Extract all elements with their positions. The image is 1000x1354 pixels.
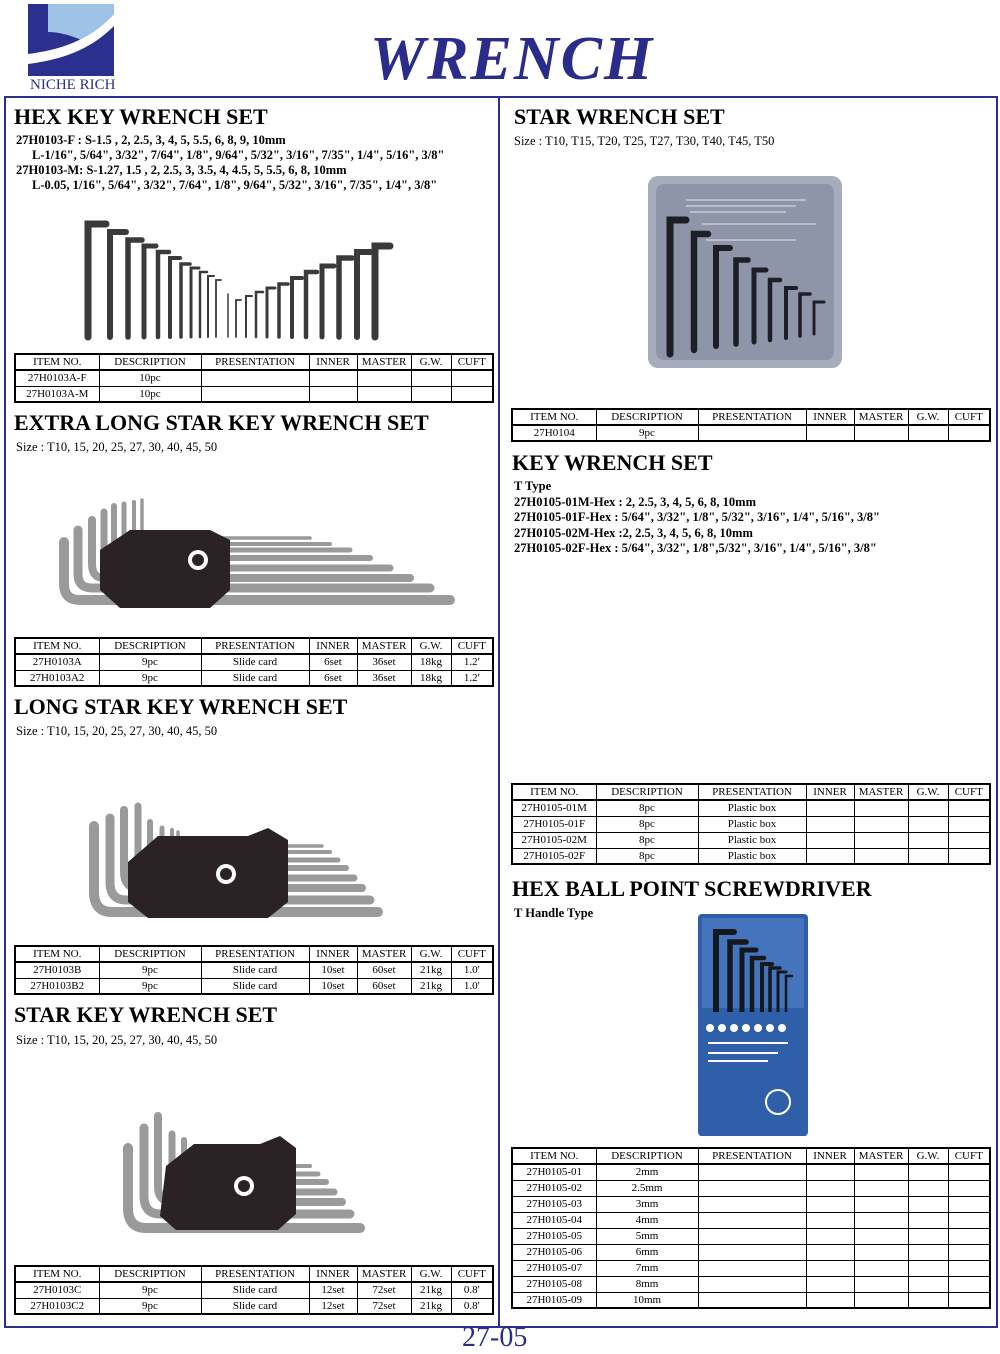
cell: [948, 1260, 990, 1276]
cell: 9pc: [596, 425, 698, 441]
cell: [451, 386, 493, 402]
table-row: [512, 1244, 990, 1260]
cell: 12set: [309, 1298, 357, 1314]
cell: 27H0105-08: [512, 1276, 596, 1292]
cell: 27H0105-03: [512, 1196, 596, 1212]
cell: 27H0103B: [15, 962, 99, 978]
cell: [698, 1164, 806, 1180]
cell: 6mm: [596, 1244, 698, 1260]
cell: [908, 848, 948, 864]
star-wrench-pouch-photo: [646, 174, 844, 370]
cell: 60set: [357, 962, 411, 978]
cell: 27H0103A: [15, 654, 99, 670]
table-row: [512, 1212, 990, 1228]
cell: [698, 1196, 806, 1212]
spec-table-hex-key: [14, 353, 494, 403]
cell: Slide card: [201, 1282, 309, 1298]
cell: 60set: [357, 978, 411, 994]
cell: [357, 370, 411, 386]
cell: 27H0105-07: [512, 1260, 596, 1276]
cell: [854, 848, 908, 864]
cell: [908, 1228, 948, 1244]
cell: [201, 370, 309, 386]
cell: 27H0105-01: [512, 1164, 596, 1180]
cell: 18kg: [411, 670, 451, 686]
cell: [948, 1196, 990, 1212]
header-master: MASTER: [357, 946, 411, 962]
header-presentation: PRESENTATION: [201, 1266, 309, 1282]
table-row: [15, 1298, 493, 1314]
cell: [908, 425, 948, 441]
cell: [806, 425, 854, 441]
table-row: [512, 816, 990, 832]
cell: [948, 1228, 990, 1244]
cell: [854, 1196, 908, 1212]
cell: [854, 816, 908, 832]
cell: [854, 1164, 908, 1180]
page-title: WRENCH: [370, 25, 655, 93]
cell: 0.8': [451, 1282, 493, 1298]
cell: [806, 832, 854, 848]
header-item-no: ITEM NO.: [15, 1266, 99, 1282]
cell: [854, 1180, 908, 1196]
cell: Plastic box: [698, 816, 806, 832]
header-inner: INNER: [309, 946, 357, 962]
subtitle-line: T Handle Type: [514, 906, 594, 920]
cell: [698, 1228, 806, 1244]
cell: [948, 1276, 990, 1292]
extra-long-star-set-photo: [40, 490, 460, 620]
cell: [948, 1164, 990, 1180]
cell: [806, 1292, 854, 1308]
cell: 1.2': [451, 670, 493, 686]
section-title-star-key: STAR KEY WRENCH SET: [14, 1002, 278, 1027]
cell: [908, 1164, 948, 1180]
spec-line: 27H0105-01F-Hex : 5/64", 3/32", 1/8", 5/32", 3/16", 1/4", 5/16", 3/8": [514, 510, 880, 524]
table-row: [15, 654, 493, 670]
header-cuft: CUFT: [451, 1266, 493, 1282]
cell: [309, 386, 357, 402]
cell: 27H0103C: [15, 1282, 99, 1298]
cell: [854, 1292, 908, 1308]
cell: [698, 1212, 806, 1228]
header-description: DESCRIPTION: [99, 354, 201, 370]
table-row: [512, 832, 990, 848]
header-cuft: CUFT: [948, 409, 990, 425]
header-description: DESCRIPTION: [99, 1266, 201, 1282]
cell: [806, 1276, 854, 1292]
section-title-hex-ball: HEX BALL POINT SCREWDRIVER: [512, 876, 872, 901]
header-master: MASTER: [357, 1266, 411, 1282]
spec-line: T Type: [514, 479, 552, 493]
table-row: [512, 1292, 990, 1308]
cell: 0.8': [451, 1298, 493, 1314]
cell: Slide card: [201, 962, 309, 978]
logo-text: NICHE RICH: [30, 77, 116, 93]
cell: 10pc: [99, 370, 201, 386]
spec-line: 27H0103-M: S-1.27, 1.5 , 2, 2.5, 3, 3.5, 4, 4.5, 5, 5.5, 6, 8, 10mm: [16, 163, 347, 177]
cell: [908, 1212, 948, 1228]
spec-table-extra-long: [14, 637, 494, 687]
header-master: MASTER: [854, 784, 908, 800]
cell: 9pc: [99, 654, 201, 670]
size-line: Size : T10, 15, 20, 25, 27, 30, 40, 45, 50: [16, 724, 218, 738]
cell: 8pc: [596, 816, 698, 832]
table-row: [15, 962, 493, 978]
cell: [806, 848, 854, 864]
header-cuft: CUFT: [451, 946, 493, 962]
header-inner: INNER: [309, 354, 357, 370]
cell: [908, 1196, 948, 1212]
cell: 27H0103A-F: [15, 370, 99, 386]
section-title-hex-key: HEX KEY WRENCH SET: [14, 104, 268, 129]
header-master: MASTER: [357, 354, 411, 370]
header-presentation: PRESENTATION: [201, 638, 309, 654]
cell: [698, 1276, 806, 1292]
cell: 27H0103B2: [15, 978, 99, 994]
table-row: [512, 1180, 990, 1196]
table-row: [15, 1282, 493, 1298]
header-item-no: ITEM NO.: [512, 1148, 596, 1164]
header-description: DESCRIPTION: [596, 1148, 698, 1164]
table-row: [512, 1196, 990, 1212]
header-master: MASTER: [854, 409, 908, 425]
cell: 27H0105-02: [512, 1180, 596, 1196]
size-line: Size : T10, T15, T20, T25, T27, T30, T40, T45, T50: [514, 134, 775, 148]
cell: [806, 816, 854, 832]
cell: Slide card: [201, 670, 309, 686]
header-gw: G.W.: [411, 354, 451, 370]
header-gw: G.W.: [908, 784, 948, 800]
table-row: [512, 1164, 990, 1180]
cell: 27H0105-04: [512, 1212, 596, 1228]
cell: 36set: [357, 670, 411, 686]
cell: 27H0105-09: [512, 1292, 596, 1308]
header-description: DESCRIPTION: [99, 638, 201, 654]
cell: 27H0105-01M: [512, 800, 596, 816]
cell: [806, 1228, 854, 1244]
table-row: [512, 425, 990, 441]
cell: [908, 1244, 948, 1260]
cell: [698, 1292, 806, 1308]
cell: 27H0105-02F: [512, 848, 596, 864]
cell: 27H0103A2: [15, 670, 99, 686]
spec-line: 27H0105-01M-Hex : 2, 2.5, 3, 4, 5, 6, 8, 10mm: [514, 495, 756, 509]
spec-line: 27H0105-02F-Hex : 5/64", 3/32", 1/8",5/32", 3/16", 1/4", 5/16", 3/8": [514, 541, 877, 555]
logo-mark-icon: [28, 4, 114, 76]
cell: 9pc: [99, 1282, 201, 1298]
cell: Plastic box: [698, 800, 806, 816]
column-divider: [498, 96, 500, 1328]
section-title-long-star: LONG STAR KEY WRENCH SET: [14, 694, 348, 719]
cell: Plastic box: [698, 832, 806, 848]
table-row: [512, 1276, 990, 1292]
table-row: [512, 1228, 990, 1244]
cell: 27H0103C2: [15, 1298, 99, 1314]
long-star-set-photo: [78, 792, 408, 932]
spec-line: L-0.05, 1/16", 5/64", 3/32", 7/64", 1/8", 9/64", 5/32", 3/16", 7/35", 1/4", 3/8": [32, 178, 438, 192]
cell: [806, 1164, 854, 1180]
cell: 27H0104: [512, 425, 596, 441]
cell: 3mm: [596, 1196, 698, 1212]
cell: [908, 800, 948, 816]
cell: [854, 1212, 908, 1228]
header-item-no: ITEM NO.: [15, 946, 99, 962]
cell: 27H0103A-M: [15, 386, 99, 402]
table-row: [512, 1260, 990, 1276]
cell: 21kg: [411, 1298, 451, 1314]
spec-line: L-1/16", 5/64", 3/32", 7/64", 1/8", 9/64", 5/32", 3/16", 7/35", 1/4", 5/16", 3/8": [32, 148, 445, 162]
cell: 72set: [357, 1298, 411, 1314]
cell: Slide card: [201, 1298, 309, 1314]
header-cuft: CUFT: [451, 638, 493, 654]
cell: 1.0': [451, 962, 493, 978]
cell: [854, 832, 908, 848]
header-presentation: PRESENTATION: [698, 1148, 806, 1164]
cell: 27H0105-02M: [512, 832, 596, 848]
cell: [806, 1212, 854, 1228]
header-gw: G.W.: [411, 1266, 451, 1282]
header-cuft: CUFT: [948, 1148, 990, 1164]
header-inner: INNER: [806, 784, 854, 800]
table-row: [15, 978, 493, 994]
cell: 27H0105-01F: [512, 816, 596, 832]
cell: [948, 800, 990, 816]
cell: [908, 1292, 948, 1308]
cell: 8pc: [596, 848, 698, 864]
cell: 21kg: [411, 962, 451, 978]
cell: [698, 425, 806, 441]
cell: 9pc: [99, 978, 201, 994]
header-cuft: CUFT: [948, 784, 990, 800]
cell: [948, 832, 990, 848]
header-item-no: ITEM NO.: [512, 784, 596, 800]
cell: [948, 1292, 990, 1308]
cell: 18kg: [411, 654, 451, 670]
cell: [948, 1244, 990, 1260]
cell: 27H0105-06: [512, 1244, 596, 1260]
header-description: DESCRIPTION: [596, 784, 698, 800]
cell: [948, 1212, 990, 1228]
page-number: 27-05: [462, 1322, 528, 1353]
cell: 10mm: [596, 1292, 698, 1308]
cell: [908, 1276, 948, 1292]
header-description: DESCRIPTION: [99, 946, 201, 962]
cell: 9pc: [99, 962, 201, 978]
header-inner: INNER: [309, 1266, 357, 1282]
section-title-key-wrench: KEY WRENCH SET: [512, 450, 713, 475]
cell: [411, 386, 451, 402]
section-title-star-wrench: STAR WRENCH SET: [514, 104, 725, 129]
cell: [201, 386, 309, 402]
header-inner: INNER: [806, 409, 854, 425]
cell: [854, 1244, 908, 1260]
header-item-no: ITEM NO.: [15, 638, 99, 654]
cell: [451, 370, 493, 386]
spec-table-star-key: [14, 1265, 494, 1315]
header-item-no: ITEM NO.: [15, 354, 99, 370]
table-row: [512, 800, 990, 816]
star-key-set-photo: [110, 1104, 370, 1244]
table-row: [15, 386, 493, 402]
header-inner: INNER: [309, 638, 357, 654]
cell: 12set: [309, 1282, 357, 1298]
cell: [908, 1180, 948, 1196]
spec-table-star-wrench: [511, 408, 991, 442]
cell: [854, 800, 908, 816]
cell: [698, 1180, 806, 1196]
cell: [854, 1276, 908, 1292]
cell: [908, 816, 948, 832]
cell: Slide card: [201, 654, 309, 670]
spec-line: 27H0105-02M-Hex :2, 2.5, 3, 4, 5, 6, 8, 10mm: [514, 526, 753, 540]
cell: [698, 1244, 806, 1260]
cell: [806, 1180, 854, 1196]
cell: [357, 386, 411, 402]
cell: [411, 370, 451, 386]
cell: 8pc: [596, 832, 698, 848]
cell: [854, 1260, 908, 1276]
header-gw: G.W.: [411, 946, 451, 962]
cell: 36set: [357, 654, 411, 670]
cell: [698, 1260, 806, 1276]
spec-table-key-wrench: [511, 783, 991, 865]
cell: 5mm: [596, 1228, 698, 1244]
cell: 10pc: [99, 386, 201, 402]
header-inner: INNER: [806, 1148, 854, 1164]
header-gw: G.W.: [908, 1148, 948, 1164]
hex-key-set-photo: [74, 212, 394, 342]
cell: [908, 1260, 948, 1276]
cell: 8pc: [596, 800, 698, 816]
header-presentation: PRESENTATION: [698, 784, 806, 800]
cell: Slide card: [201, 978, 309, 994]
spec-table-long-star: [14, 945, 494, 995]
header-presentation: PRESENTATION: [698, 409, 806, 425]
section-title-extra-long: EXTRA LONG STAR KEY WRENCH SET: [14, 410, 429, 435]
header-presentation: PRESENTATION: [201, 946, 309, 962]
cell: 1.2': [451, 654, 493, 670]
cell: 6set: [309, 670, 357, 686]
cell: 1.0': [451, 978, 493, 994]
spec-table-hex-ball: [511, 1147, 991, 1309]
header-presentation: PRESENTATION: [201, 354, 309, 370]
table-row: [15, 370, 493, 386]
header-gw: G.W.: [411, 638, 451, 654]
cell: 27H0105-05: [512, 1228, 596, 1244]
cell: 10set: [309, 962, 357, 978]
cell: 9pc: [99, 1298, 201, 1314]
cell: 21kg: [411, 1282, 451, 1298]
table-row: [15, 670, 493, 686]
size-line: Size : T10, 15, 20, 25, 27, 30, 40, 45, 50: [16, 1033, 218, 1047]
cell: 2.5mm: [596, 1180, 698, 1196]
header-master: MASTER: [854, 1148, 908, 1164]
spec-line: 27H0103-F : S-1.5 , 2, 2.5, 3, 4, 5, 5.5, 6, 8, 9, 10mm: [16, 133, 286, 147]
cell: 10set: [309, 978, 357, 994]
header-item-no: ITEM NO.: [512, 409, 596, 425]
header-gw: G.W.: [908, 409, 948, 425]
cell: [806, 1196, 854, 1212]
cell: 6set: [309, 654, 357, 670]
table-row: [512, 848, 990, 864]
cell: 4mm: [596, 1212, 698, 1228]
cell: [948, 848, 990, 864]
header-cuft: CUFT: [451, 354, 493, 370]
header-master: MASTER: [357, 638, 411, 654]
size-line: Size : T10, 15, 20, 25, 27, 30, 40, 45, 50: [16, 440, 218, 454]
cell: [806, 800, 854, 816]
cell: 8mm: [596, 1276, 698, 1292]
cell: [948, 425, 990, 441]
cell: [806, 1244, 854, 1260]
cell: 72set: [357, 1282, 411, 1298]
header-description: DESCRIPTION: [596, 409, 698, 425]
cell: 7mm: [596, 1260, 698, 1276]
cell: [854, 425, 908, 441]
cell: [948, 1180, 990, 1196]
hex-ball-box-photo: [694, 912, 812, 1138]
cell: 21kg: [411, 978, 451, 994]
brand-logo: [28, 4, 128, 96]
cell: Plastic box: [698, 848, 806, 864]
cell: [908, 832, 948, 848]
cell: [806, 1260, 854, 1276]
cell: [309, 370, 357, 386]
cell: [854, 1228, 908, 1244]
cell: [948, 816, 990, 832]
cell: 9pc: [99, 670, 201, 686]
cell: 2mm: [596, 1164, 698, 1180]
